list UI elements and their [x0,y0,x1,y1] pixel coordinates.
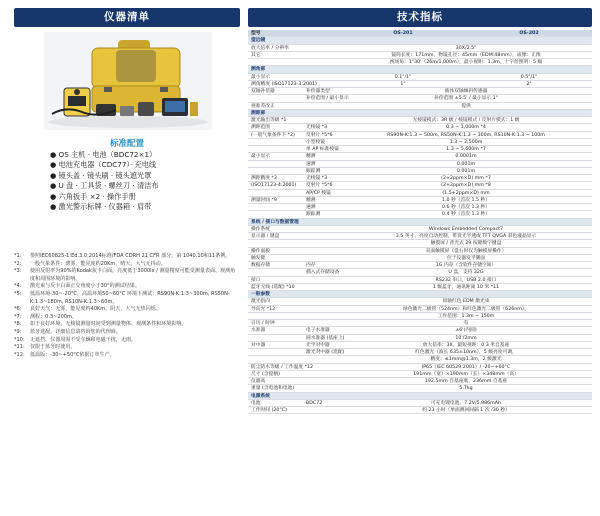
instrument-list-title: 仪器清单 [14,8,240,27]
spec-cell-c2 [306,240,340,246]
spec-cell-c1: 最小显示 [251,154,271,160]
spec-cell-c2 [306,103,340,109]
spec-cell-wide: 0.4 秒（首次 1.3 秒） [441,212,491,218]
spec-cell-c1 [248,204,306,210]
spec-cell-c2: 插入式存储设备 [306,270,340,276]
table-row [248,88,592,95]
spec-cell-c1: 双轴补偿器 [251,89,275,94]
spec-section-row [248,110,592,117]
spec-cell-c1: 工作时间 (20°C) [251,408,287,413]
table-row [248,211,592,218]
table-row [248,298,592,305]
spec-cell-wide: 工作范围：1.3m ~ 150m [437,313,495,319]
spec-cell-wide: 1 级蓝牙，通讯距离 10 米 *11 [432,284,500,290]
spec-cell-c1: 测距精度 *3 [251,176,277,181]
table-row [248,74,592,81]
table-row [248,335,592,342]
table-row [248,117,592,124]
table-row [248,327,592,334]
spec-cell-c2: 反射片 *5*6 [306,132,333,138]
spec-cell-c4: 2" [526,81,532,87]
spec-cell-c1: 视准差改正 [251,103,275,109]
spec-cell-wide: ±6'(内圆) [455,328,477,334]
spec-cell-wide: 视场角：1°30'（26m/1,000m），最小视距：1.3m，十字丝照明：5 级 [389,60,543,65]
spec-cell-c2 [306,248,340,254]
spec-cell-c1: 测角精度 (ISO17123-3:2001) [251,81,317,87]
spec-cell-c2 [306,306,340,312]
spec-cell-wide: 10'/2mm [455,335,477,341]
table-row [248,139,592,146]
spec-cell-c1: 激光指向 [251,299,271,305]
spec-cell-wide: (1.5+2ppm×D) mm [442,190,490,196]
footnote [14,329,240,337]
table-row [248,313,592,320]
list-item: ● 镜头盖 · 镜头刷 · 镜头遮光罩 [50,170,152,180]
table-row [248,269,592,276]
spec-cell-c3: 1" [400,81,406,87]
table-row [248,161,592,168]
footnote [14,321,240,329]
spec-cell-wide: 液体双轴倾斜传感器 [444,89,488,94]
spec-section-row [248,66,592,73]
spec-cell-c1 [248,190,306,196]
table-row [248,255,592,262]
table-row [248,233,592,240]
table-row [248,262,592,269]
spec-cell-c2: 精测 [306,154,316,160]
spec-cell-c1: 数据存储 [251,263,271,268]
spec-cell-wide: 补偿范围 ±5.5' / 最小显示 1" [434,96,498,102]
spec-cell-c1: 对中器 [251,342,266,348]
spec-cell-c2: 圆水准器 (基座上) [306,335,345,341]
spec-header-row [248,30,592,37]
spec-cell-c1: 仪器高 [251,379,266,384]
spec-cell-c2 [306,385,340,391]
footnote-mark: *2: [14,260,22,267]
footnote [14,253,240,261]
spec-cell-c2 [306,313,340,319]
spec-section-label: 测角部 [251,67,266,73]
footnote [14,344,240,352]
table-row [248,197,592,204]
spec-cell-c2: 无棱镜 *3 [306,125,328,131]
spec-cell-c1 [248,349,306,355]
spec-cell-c2 [306,52,340,58]
table-row [248,175,592,182]
spec-cell-c1: 导向光 *12 [251,306,276,312]
spec-cell-c1: 日历 / 时钟 [251,321,275,326]
spec-cell-c2 [306,30,340,36]
footnote [14,268,240,283]
spec-cell-c1 [248,313,306,319]
table-row [248,204,592,211]
spec-cell-c2 [306,255,340,261]
spec-cell-wide: 0.6 秒（首次 1.3 秒） [441,205,491,210]
spec-cell-c2: 补偿器类型 [306,89,330,94]
table-row [248,59,592,66]
spec-cell-wide: RS90N-K:1.3 ~ 500m, RS50N-K:1.3 ~ 300m, RS10N-K:1.3 ~ 100m [387,132,545,138]
spec-cell-c1 [248,356,306,362]
spec-cell-wide: 镜筒长度：171mm，物镜孔径：45mm（EDM:48mm），成像：正像 [391,52,541,58]
spec-cell-c2: 跟踪测 [306,168,321,174]
spec-cell-wide: 绿色激光二极管（524nm）和红色激光二极管（626nm）， [402,306,530,312]
spec-cell-c2 [306,284,340,290]
spec-cell-wide: 191mm（宽）×190mm（长）×348mm（高） [413,371,519,377]
spec-cell-wide: 1.3 ~ 5,600m *7 [446,147,486,152]
spec-cell-wide: 无棱镜模式：3R 级 / 棱镜模式 / 反射片模式：1 级 [412,118,520,123]
spec-cell-c2: 光学对中器 [306,342,330,348]
spec-cell-c4: OS-202 [519,31,539,36]
spec-cell-c2 [306,378,340,384]
spec-section-row [248,291,592,298]
table-row [248,132,592,139]
table-row [248,248,592,255]
table-row [248,385,592,392]
spec-cell-c1: 最小显示 [251,74,271,80]
spec-cell-wide: 有 [463,321,469,326]
table-row [248,168,592,175]
spec-cell-c1: 电池 [251,400,261,406]
spec-section-label: 测距部 [251,110,266,116]
table-row [248,371,592,378]
spec-section-row [248,219,592,226]
table-row [248,103,592,110]
spec-cell-c1: 蓝牙无线 (选配) *10 [251,284,295,290]
footnotes [14,253,240,359]
spec-cell-wide: 192.5mm 自基座底，236mm 自基座 [424,379,508,384]
spec-cell-c2 [306,356,340,362]
footnote-mark: *11: [14,344,25,351]
spec-cell-c1 [248,146,306,152]
footnote-text: 参照IEC60825-1:Ed.3.0:2014标准/FDA CDRH 21 CFR 部分，第 1040.10和11条例。 [30,253,231,259]
spec-cell-wide: 位于仪器发平側面 [446,255,485,261]
footnote-mark: *1: [14,253,22,259]
spec-cell-c2: 小型棱镜 [306,139,326,145]
spec-cell-c2 [306,59,340,65]
footnote-text: 低温环境-30~-20°C，高温环境50~60°C 环境下测试：RS90N-K:1.3~300m, RS50N-K:1.3~180m, RS10N-K:1.3~60m。 [30,290,230,305]
spec-cell-c1: (一般气象条件下 *2) [251,132,295,138]
table-row [248,364,592,371]
spec-cell-wide: 双面触摸屏（盘右时仅为触摸屏操作） [425,248,507,254]
table-row [248,190,592,197]
spec-cell-c2 [306,74,340,80]
spec-cell-c1: 尺寸 (含提柄) [251,371,280,377]
spec-cell-c1 [248,161,306,167]
spec-cell-c2: 激光对中器 (选配) [306,350,345,355]
footnote-mark: *6: [14,306,22,313]
footnote [14,337,240,345]
spec-cell-c1: 测距范围 [251,125,271,131]
spec-cell-c2: BDC72 [306,400,323,406]
spec-cell-c1: 操作面板 [251,248,271,254]
product-photo [44,32,212,130]
spec-cell-wide: 3.5 英寸，亮度自动控制，带背光半透或 TFT QVGA 彩色液晶显示 [395,234,537,239]
spec-cell-wide: (2+2ppm×D) mm *7 [441,176,491,181]
spec-cell-c2: 补偿范围 / 最小显示 [306,96,349,102]
spec-cell-c2 [306,298,340,304]
spec-cell-c2 [306,226,340,232]
spec-cell-c1 [248,95,306,101]
table-row [248,95,592,102]
spec-cell-c1: 放大倍率 / 分辨率 [251,45,289,51]
spec-table [248,30,592,414]
spec-section-row [248,393,592,400]
spec-cell-wide: 触摸屏 / 背光式 29 按键数字键盘 [430,241,502,247]
table-row [248,342,592,349]
spec-cell-c2 [306,320,340,326]
table-row [248,146,592,153]
footnote-mark: *12: [14,351,25,358]
spec-section-label: 望远镜 [251,38,266,44]
spec-cell-wide: 0.001m [456,161,476,167]
footnote-text: 如于良好环境，无棱镜测量时间受到测量物体、观测条件和环境影响。 [30,321,187,328]
spec-cell-c2: 单 AP 标准棱镜 [306,147,339,152]
spec-cell-c1: 测量时间 *9 [251,197,277,203]
footnote-mark: *3: [14,268,22,275]
spec-cell-c2 [306,81,340,87]
footnote-mark: *10: [14,336,25,343]
table-row [248,400,592,407]
spec-section-label: 一般参数 [251,292,271,297]
spec-cell-c1: 防尘防水等级 / 工作温度 *12 [251,364,314,370]
spec-cell-c3: 0.1"/1" [394,74,412,80]
list-item: ● 激光警示标牌 · 仪器箱 · 肩带 [50,202,152,212]
spec-cell-c1: 显示器 / 键盘 [251,234,280,239]
spec-section-label: 系统 / 接口与数据管理 [251,219,299,225]
footnote-mark: *5: [14,290,22,297]
spec-cell-c1: 触发键 [251,255,266,261]
table-row [248,349,592,356]
spec-section-label: 电源系统 [251,393,271,399]
spec-cell-c1: 激光输出等级 *1 [251,118,287,123]
spec-cell-wide: 约 23 小时（单面测回间隔 1 次 /30 秒） [422,408,510,413]
spec-cell-wide: 精度：≤1mm@1.3m，2 级激光 [430,357,502,363]
spec-cell-c1: 接口 [251,277,261,283]
spec-cell-c2 [306,45,340,51]
table-row [248,45,592,52]
spec-cell-c2: 反射片 *5*6 [306,183,333,189]
spec-cell-c2 [306,117,340,123]
list-item: ● OS 主机 · 电池（BDC72×1） [50,150,157,159]
spec-cell-wide: 提供 [461,103,471,109]
spec-cell-c4: 0.5"/1" [520,74,538,80]
spec-cell-c2 [306,371,340,377]
spec-cell-c2: 无棱镜 *3 [306,176,328,181]
table-row [248,153,592,160]
spec-cell-wide: 同轴红色 EDM 激光束 [442,299,490,305]
spec-cell-wide: 1G 内存（含软件存储空间） [435,263,497,268]
standard-config-title: 标准配置 [109,139,144,149]
total-station-kit-illustration [44,32,212,130]
spec-cell-c1: 操作系统 [251,226,271,232]
spec-cell-wide: 1.3 ~ 2,500m [449,139,483,145]
footnote-text: 使用反射率为90%的Kodak灰卡白面，亮度低于3000lx / 测量精度可能受测量表面、观测角度和周围环境的影响。 [30,268,236,282]
spec-cell-c1 [248,269,306,275]
spec-cell-c2: 精测 [306,197,316,203]
footnote-text: 测程：0.3~200m。 [30,313,77,320]
spec-cell-wide: IP65（IEC 60529:2001）/ -20~+60°C [421,364,511,370]
table-row [248,226,592,233]
spec-cell-c1 [248,211,306,217]
footnote-text: 无遮挡、仪器周围不受车辆和电磁干扰，无雨。 [30,336,136,343]
spec-cell-wide: Windows Embedded Compact7 [428,226,504,232]
table-row [248,407,592,414]
spec-cell-c2: 速测 [306,161,316,167]
spec-cell-wide: 0.001m [456,168,476,174]
table-row [248,124,592,131]
footnote-mark: *4: [14,283,22,290]
spec-cell-c2 [306,407,340,413]
table-row [248,81,592,88]
spec-cell-c1: 其它 [251,52,261,58]
spec-cell-c1: 型号 [251,31,261,36]
footnote [14,283,240,291]
table-row [248,378,592,385]
table-row [248,277,592,284]
spec-cell-c1: 重量 (含电池和电池) [251,386,295,392]
spec-cell-c2: 速测 [306,205,316,210]
spec-cell-c2 [306,364,340,370]
spec-cell-c1: (ISO17123-4:2001) [251,183,297,189]
spec-cell-wide: 5.7kg [459,386,473,392]
spec-cell-c2: AP/CP 棱镜 [306,190,331,196]
spec-cell-c1 [248,335,306,341]
list-item: ● 六角扳手 ×2 · 操作手册 [50,191,136,201]
footnote-text: 低温版：-30~+50°C依据订单生产。 [30,351,115,358]
list-item: ● U 盘 · 工具袋 · 螺丝刀 · 清洁布 [50,181,159,191]
table-row [248,320,592,327]
spec-cell-c2 [306,277,340,283]
footnote-text: 仅限于蓝牙时使用。 [30,344,76,351]
footnote [14,306,240,314]
table-row [248,182,592,189]
spec-cell-c2: 跟踪测 [306,212,321,218]
list-item: ● 电池充电器（CDC77）· 充电线 [50,160,157,170]
footnote-mark: *9: [14,328,22,335]
spec-cell-c1: 水准器 [251,328,266,334]
spec-cell-c1 [248,240,306,246]
footnote-mark: *7: [14,313,22,320]
spec-cell-wide: 红色激光（波长 635±10nm），5 级亮度可调， [415,350,517,355]
spec-cell-c3: OS-201 [393,31,413,36]
footnote-text: 良好天气：无雾，能见度约40Km，阴天，大气无热闪烁。 [30,306,161,313]
spec-cell-wide: 30X/2.5" [455,45,477,51]
spec-cell-wide: 1.0 秒（首次 1.5 秒） [441,197,491,203]
tech-spec-title: 技术指标 [248,8,592,27]
table-row [248,306,592,313]
spec-cell-c1 [248,59,306,65]
footnote-mark: *8: [14,321,22,328]
spec-cell-wide: 可充电锂电池，7.2V/5,986mAh [430,400,502,406]
footnote-text: 激光束与反卡白面正交角度小于30°的测试结果。 [30,283,140,290]
spec-cell-wide: RS232 串口，USB 2.0 接口 [435,277,497,283]
footnote-text: 一般气象条件：薄雾，能见度约20Km，晴天，大气无抖动。 [30,260,166,267]
spec-cell-c2: 电子水准器 [306,328,330,334]
spec-cell-wide: 放大倍率：3X，最短视距：0.3 米自基座 [422,342,510,348]
table-row [248,52,592,59]
spec-cell-c2: 内存 [306,263,316,268]
footnote [14,291,240,306]
spec-cell-wide: 0.3 ~ 1,000m *4 [446,125,486,131]
spec-cell-wide: 0.0001m [455,154,477,160]
spec-section-row [248,37,592,44]
standard-config-list [50,150,240,212]
table-row [248,356,592,363]
spec-cell-wide: U 盘，支持 32G [448,270,484,276]
table-row [248,240,592,247]
footnote [14,352,240,360]
table-row [248,284,592,291]
footnote-text: 蓝牙选配，详细信息请咨询您的代理商。 [30,328,121,335]
spec-cell-c1 [248,168,306,174]
spec-cell-c1 [248,139,306,145]
spec-cell-wide: (2+2ppm×D) mm *8 [441,183,491,189]
spec-cell-c2 [306,233,340,239]
